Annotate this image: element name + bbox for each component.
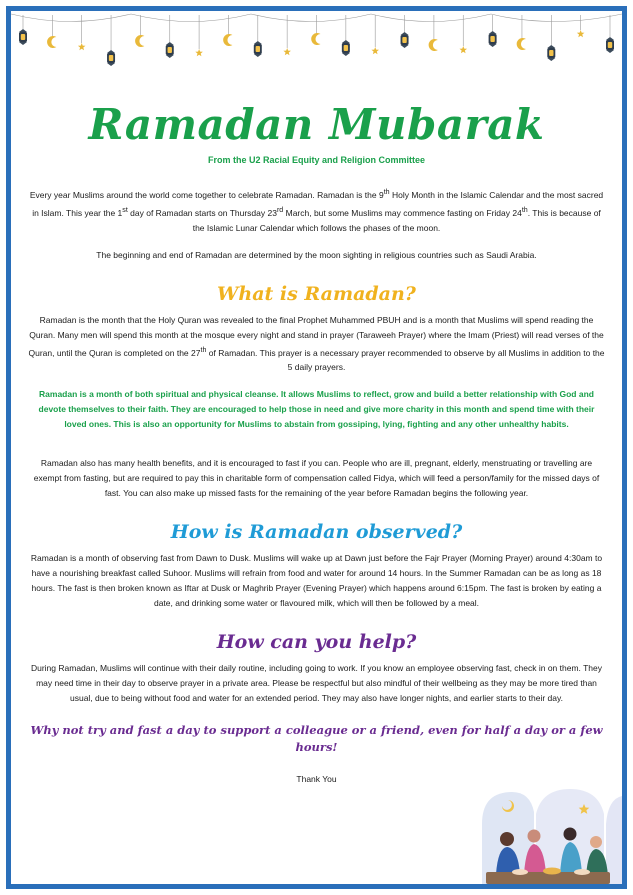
crescent-moon-icon <box>223 34 232 46</box>
document-body <box>28 80 605 784</box>
page-title: Ramadan Mubarak <box>88 100 545 149</box>
crescent-moon-icon <box>429 39 438 51</box>
star-icon <box>371 47 379 54</box>
hanging-lantern-icon <box>107 50 115 66</box>
moon-sighting-paragraph: The beginning and end of Ramadan are determined by the moon sighting in religious countries such as Saudi Arabia. <box>96 249 537 260</box>
how-paragraph: Ramadan is a month of observing fast from Dawn to Dusk. Muslims will wake up at Dawn just before the Fajr Prayer (Morning Prayer) around 4:30am to have a nourishing breakfast called Suhoor. Muslims will refrain from food and water for around 14 hours. In the Summer Ramadan can be as long as 18 hours. The fast is then broken known as Iftar at Dusk or Maghrib Prayer (Evening Prayer) which happens around 6:15pm. The fast is broken by eating a date, and drinking some water or flavoured milk, which will then be followed by a meal. <box>30 553 603 609</box>
intro-paragraph: Every year Muslims around the world come together to celebrate Ramadan. Ramadan is the 9th Holy Month in the Islamic Calendar and the most sacred in Islam. This year the 1st day of Ramadan starts on Thursday 23rd March, but some Muslims may commence fasting on Friday 24th. This is because of the Islamic Lunar Calendar which follows the phases of the moon. <box>29 188 604 233</box>
hanging-lantern-icon <box>547 45 555 61</box>
star-icon <box>459 46 467 53</box>
closing-call-to-action: Why not try and fast a day to support a colleague or a friend, even for half a day or a few hours! <box>30 723 603 755</box>
crescent-moon-icon <box>311 33 320 45</box>
star-icon <box>283 48 291 55</box>
iftar-family-illustration <box>472 784 622 884</box>
hanging-lantern-icon <box>166 42 174 58</box>
star-icon <box>577 30 585 37</box>
heading-how-observed: How is Ramadan observed? <box>170 521 463 544</box>
crescent-moon-icon <box>47 36 56 48</box>
hanging-lantern-icon <box>401 32 409 48</box>
page-subtitle: From the U2 Racial Equity and Religion Committee <box>207 155 426 165</box>
crescent-moon-icon <box>517 38 526 50</box>
star-icon <box>195 49 203 56</box>
crescent-moon-icon <box>135 35 144 47</box>
hanging-lantern-icon <box>489 31 497 47</box>
heading-how-can-you-help: How can you help? <box>216 631 417 654</box>
hanging-lantern-icon <box>606 37 614 53</box>
help-paragraph: During Ramadan, Muslims will continue with their daily routine, including going to work. If you know an employee observing fast, check in on them. They may need time in their day to observe prayer in a private area. Please be respectful but also mindful of their wellbeing as they may be more tired than usual, due to being without food and water for an extended period. They may also have longer nights, and earlier starts to their day. <box>30 663 603 704</box>
hanging-lantern-icon <box>254 41 262 57</box>
hanging-lantern-icon <box>342 40 350 56</box>
what-paragraph-3: Ramadan also has many health benefits, and it is encouraged to fast if you can. People who are ill, pregnant, elderly, menstruating or travelling are exempt from fasting, but are required to pay this in charitable form of compensation called Fidya, which will feed a person/family for the missed days of fast. You can also make up missed fasts for the remaining of the year before Ramadan begins the following year. <box>33 458 600 499</box>
what-paragraph-1: Ramadan is the month that the Holy Quran was revealed to the final Prophet Muhammed PBUH and is a month that Muslims will spend reading the Quran. Many men will spend this month at the mosque every night and stand in prayer (Taraweeh Prayer) where the Imam (Priest) will read verses of the Quran, until the Quran is completed on the 27th of Ramadan. This prayer is a necessary prayer recommended to observe by all Muslims in addition to the 5 daily prayers. <box>28 314 605 373</box>
heading-what-is-ramadan: What is Ramadan? <box>217 282 416 305</box>
thank-you: Thank You <box>296 774 337 785</box>
hanging-lanterns-garland <box>11 11 622 71</box>
hanging-lantern-icon <box>19 29 27 45</box>
what-paragraph-2: Ramadan is a month of both spiritual and physical cleanse. It allows Muslims to reflect, grow and build a better relationship with God and devote themselves to their faith. They are encouraged to help those in need and give more charity in this month and spend time with their loved ones. This is also an opportunity for Muslims to abstain from gossiping, lying, fighting and any other unhealthy habits. <box>38 389 595 430</box>
star-icon <box>78 43 86 50</box>
